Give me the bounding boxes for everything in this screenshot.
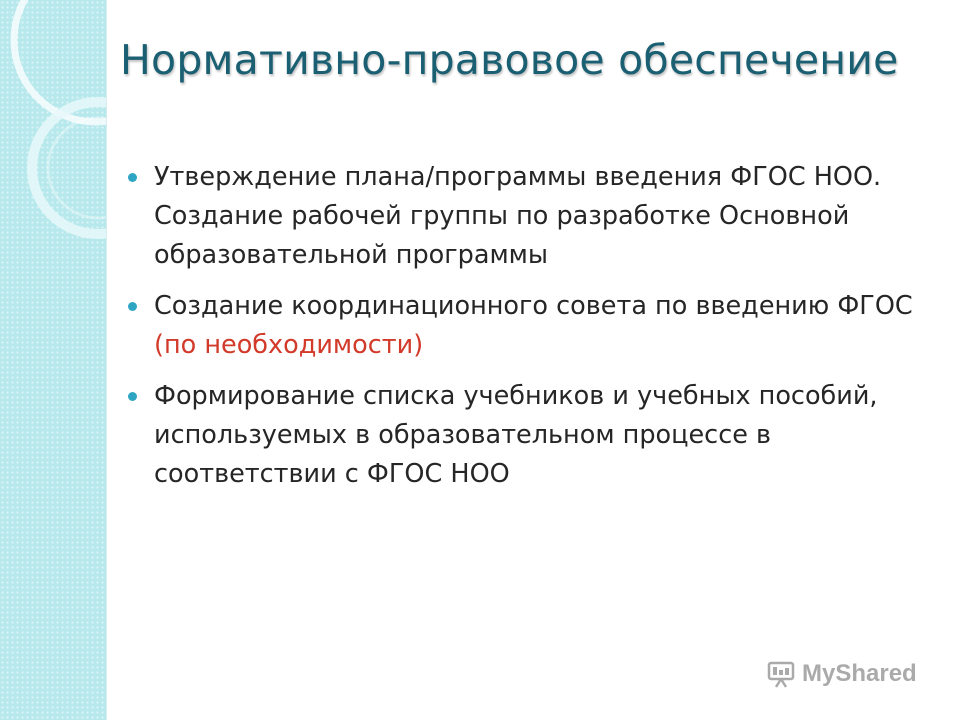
decorative-circles — [0, 0, 106, 720]
bullet-text: Формирование списка учебников и учебных пособий, используемых в образовательном процессе в соответствии с ФГОС НОО — [154, 381, 878, 489]
bullet-item — [120, 158, 920, 275]
bullet-list — [120, 158, 920, 506]
bullet-marker — [128, 302, 137, 311]
watermark-text: MyShared — [802, 660, 917, 687]
bullet-text: Создание координационного совета по введению ФГОС — [154, 291, 913, 321]
bullet-note: (по необходимости) — [154, 330, 424, 360]
bullet-item — [120, 287, 920, 365]
slide-title: Нормативно-правовое обеспечение — [120, 36, 899, 84]
bullet-item — [120, 377, 920, 494]
bullet-marker — [128, 173, 137, 182]
decorative-side-band — [0, 0, 107, 720]
bullet-marker — [128, 392, 137, 401]
bullet-text: Утверждение плана/программы введения ФГОС НОО. Создание рабочей группы по разработке Основной образовательной программы — [154, 162, 882, 270]
presentation-board-icon — [766, 660, 796, 688]
watermark — [766, 660, 917, 688]
